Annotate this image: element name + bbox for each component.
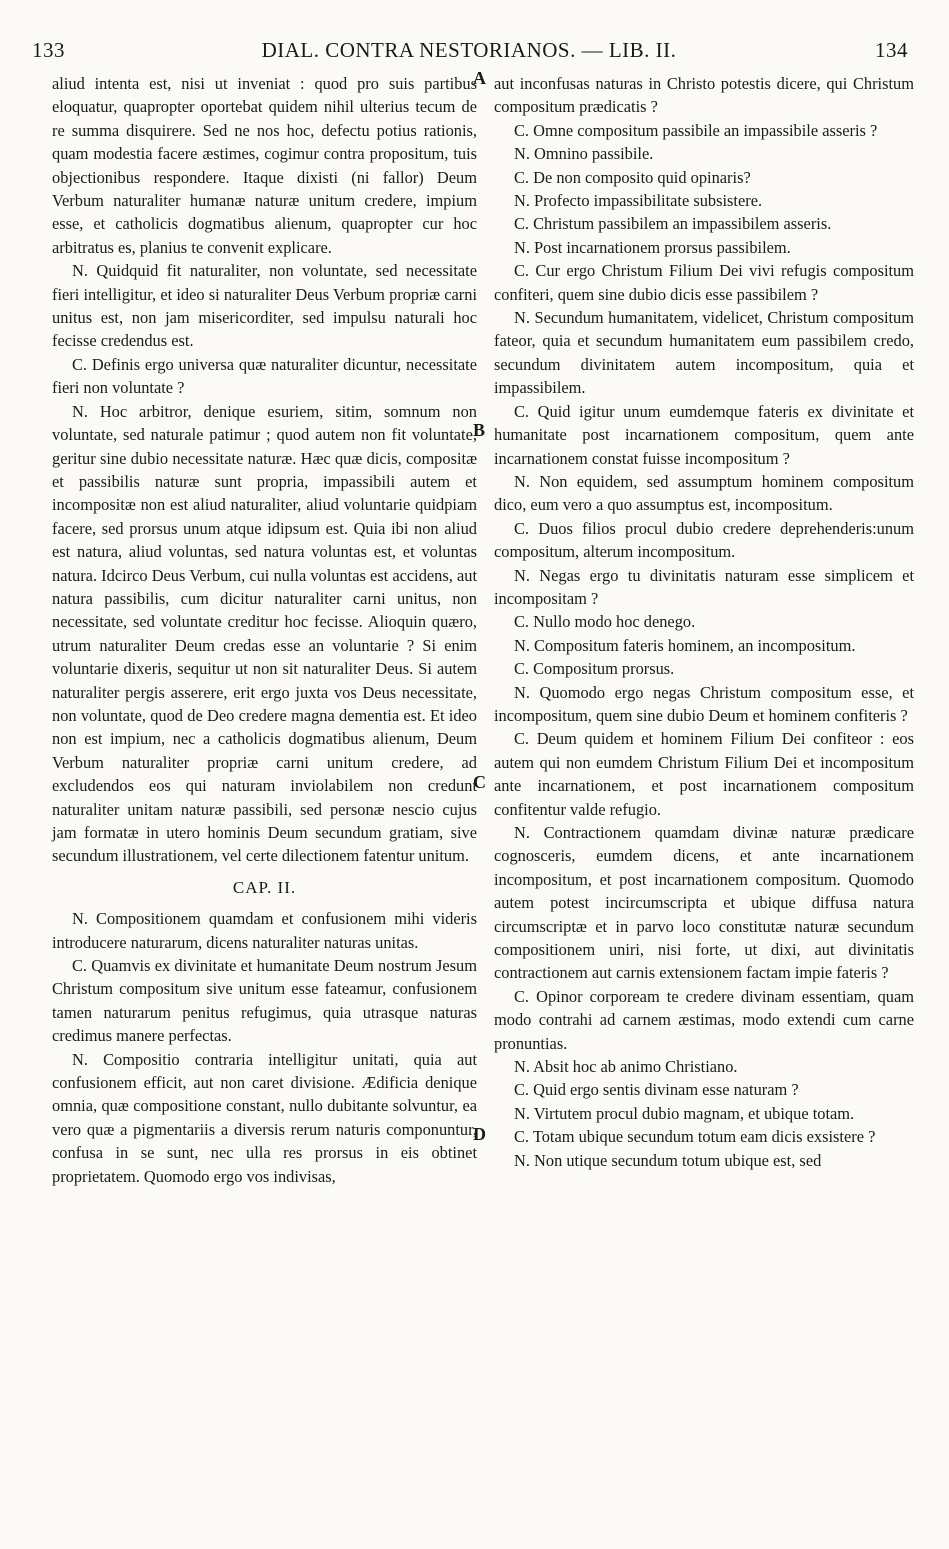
left-column bbox=[52, 72, 477, 1188]
paragraph: N. Non utique secundum totum ubique est, sed bbox=[514, 1150, 822, 1170]
paragraph: N. Negas ergo tu divinitatis naturam esse simplicem et incompositam ? bbox=[494, 565, 914, 608]
paragraph: C. Opinor corpoream te credere divinam essentiam, quam modo contrahi ad carnem æstimas, modo extendi cum carne pronuntias. bbox=[494, 986, 914, 1053]
page-number-left: 133 bbox=[32, 38, 65, 62]
paragraph: aliud intenta est, nisi ut inveniat : quod pro suis partibus eloquatur, quapropter oportebat quidem nihil ulterius tecum de re summa disquirere. Sed ne nos hoc, defectu potius rationis, quam modestia facere æstimes, cogimur contra propositum, tuis objectionibus respondere. Itaque dixisti (ni fallor) Deum Verbum naturaliter humanæ naturæ unitum credere, impium esse, et catholicis dogmatibus alienum, quapropter cur hoc arbitratus es, planius te convenit explicare. bbox=[52, 74, 477, 257]
paragraph: N. Quidquid fit naturaliter, non voluntate, sed necessitate fieri intelligitur, et ideo si naturaliter Deus Verbum propriæ carni unitus est, non jam misericorditer, sed impulsu naturali hoc fecisse credendus est. bbox=[52, 261, 477, 351]
paragraph: N. Post incarnationem prorsus passibilem. bbox=[514, 237, 791, 257]
paragraph: C. Quamvis ex divinitate et humanitate Deum nostrum Jesum Christum compositum sive unitum esse fateamur, confusionem tamen naturarum penitus refugimus, quia utrasque naturas credimus manere perfectas. bbox=[52, 956, 477, 1046]
paragraph: N. Compositum fateris hominem, an incompositum. bbox=[514, 635, 856, 655]
paragraph: N. Absit hoc ab animo Christiano. bbox=[514, 1057, 738, 1077]
paragraph: N. Quomodo ergo negas Christum compositum esse, et incompositum, quem sine dubio Deum et hominem confiteris ? bbox=[494, 682, 914, 725]
paragraph: C. Compositum prorsus. bbox=[514, 659, 675, 679]
paragraph: C. Deum quidem et hominem Filium Dei confiteor : eos autem qui non eumdem Christum Filium Dei et incompositum ante incarnationem, et post incarnationem compositum confitentur valde refugio. bbox=[494, 729, 914, 819]
paragraph: C. Christum passibilem an impassibilem asseris. bbox=[514, 214, 832, 234]
margin-marker-a: A bbox=[473, 68, 486, 88]
paragraph: N. Hoc arbitror, denique esuriem, sitim, somnum non voluntate, sed naturale patimur ; quod autem non fit voluntate, geritur sine dubio necessitate naturæ. Hæc quæ dicis, compositæ et passibilis naturæ sunt propria, impassibili autem et incompositæ non est aliud naturaliter, aliud voluntarie quidpiam facere, sed prorsus unum atque idipsum est. Quia ibi non aliud est natura, aliud voluntas, sed natura voluntas est, et voluntas natura. Idcirco Deus Verbum, cui nulla voluntas est accidens, aut natura passibilis, cum dicitur naturaliter carni unitus, non necessitate, sed voluntate creditur hoc fecisse. Alioquin quæro, utrum naturaliter Deum credas esse an voluntarie ? Si enim voluntarie dixeris, sequitur ut non sit naturaliter Deus. Si autem naturaliter pergis asserere, erit ergo juxta vos Deus necessitate, non voluntate, quod de Deo credere magna dementia est. Et ideo non est impium, nec a catholicis dogmatibus alienum, Deum Verbum naturaliter propriæ carni unitum credere, ad excludendos eos qui naturam inviolabilem non credunt naturaliter unitam naturæ passibili, sed personæ nescio cujus jam formatæ in utero hominis Deum secundum gratiam, sive secundum illustrationem, vel certe dilectionem fatentur unitum. bbox=[52, 401, 477, 866]
paragraph: N. Non equidem, sed assumptum hominem compositum dico, eum vero a quo assumptus est, incompositum. bbox=[494, 471, 914, 515]
margin-marker-c: C bbox=[473, 772, 486, 792]
paragraph: N. Contractionem quamdam divinæ naturæ prædicare cognosceris, eumdem dicens, et ante incarnationem incompositum, et post incarnationem compositum. Quomodo autem potest incircumscripta et ubique diffusa natura circumscriptæ et in parvo loco constitutæ naturæ secundum compositionem uniri, nisi forte, ut dixi, aut divinitatis contractionem aut carnis extensionem factam impie fateris ? bbox=[494, 823, 914, 983]
margin-marker-b: B bbox=[473, 420, 486, 440]
page-number-right: 134 bbox=[875, 38, 908, 62]
running-header bbox=[30, 38, 908, 72]
paragraph: N. Secundum humanitatem, videlicet, Christum compositum fateor, quia et secundum humanitatem eum passibilem credo, secundum divinitatem autem incompositum, quia et impassibilem. bbox=[494, 308, 914, 398]
running-title: DIAL. CONTRA NESTORIANOS. — LIB. II. bbox=[261, 38, 677, 62]
margin-marker-d: D bbox=[473, 1124, 486, 1144]
paragraph: C. Cur ergo Christum Filium Dei vivi refugis compositum confiteri, quem sine dubio dicis esse passibilem ? bbox=[494, 261, 914, 304]
right-column bbox=[494, 72, 914, 1172]
paragraph: C. Totam ubique secundum totum eam dicis exsistere ? bbox=[514, 1127, 876, 1147]
paragraph: aut inconfusas naturas in Christo potestis dicere, qui Christum compositum prædicatis ? bbox=[494, 74, 914, 117]
paragraph: C. Omne compositum passibile an impassibile asseris ? bbox=[514, 120, 878, 140]
paragraph: C. Duos filios procul dubio credere deprehenderis:unum compositum, alterum incompositum. bbox=[494, 518, 914, 562]
paragraph: C. Quid igitur unum eumdemque fateris ex divinitate et humanitate post incarnationem compositum, quem ante incarnationem constat fuisse incompositum ? bbox=[494, 401, 914, 468]
paragraph: C. Definis ergo universa quæ naturaliter dicuntur, necessitate fieri non voluntate ? bbox=[52, 354, 477, 398]
paragraph: N. Compositio contraria intelligitur unitati, quia aut confusionem efficit, aut non caret divisione. Ædificia denique omnia, quæ compositione constant, nullo dubitante solvuntur, ea vero quæ a pigmentariis a diversis rerum naturis componuntur, confusa in se sunt, nec ulla res prorsus in eis obtinet proprietatem. Quomodo ergo vos indivisas, bbox=[52, 1049, 477, 1186]
paragraph: N. Profecto impassibilitate subsistere. bbox=[514, 191, 763, 211]
paragraph: N. Virtutem procul dubio magnam, et ubique totam. bbox=[514, 1103, 855, 1123]
paragraph: N. Compositionem quamdam et confusionem mihi videris introducere naturarum, dicens naturaliter naturas unitas. bbox=[52, 909, 477, 952]
paragraph: C. Nullo modo hoc denego. bbox=[514, 612, 696, 632]
chapter-heading: CAP. II. bbox=[232, 877, 297, 897]
paragraph: C. Quid ergo sentis divinam esse naturam ? bbox=[514, 1080, 799, 1100]
paragraph: C. De non composito quid opinaris? bbox=[514, 167, 751, 187]
paragraph: N. Omnino passibile. bbox=[514, 144, 654, 164]
